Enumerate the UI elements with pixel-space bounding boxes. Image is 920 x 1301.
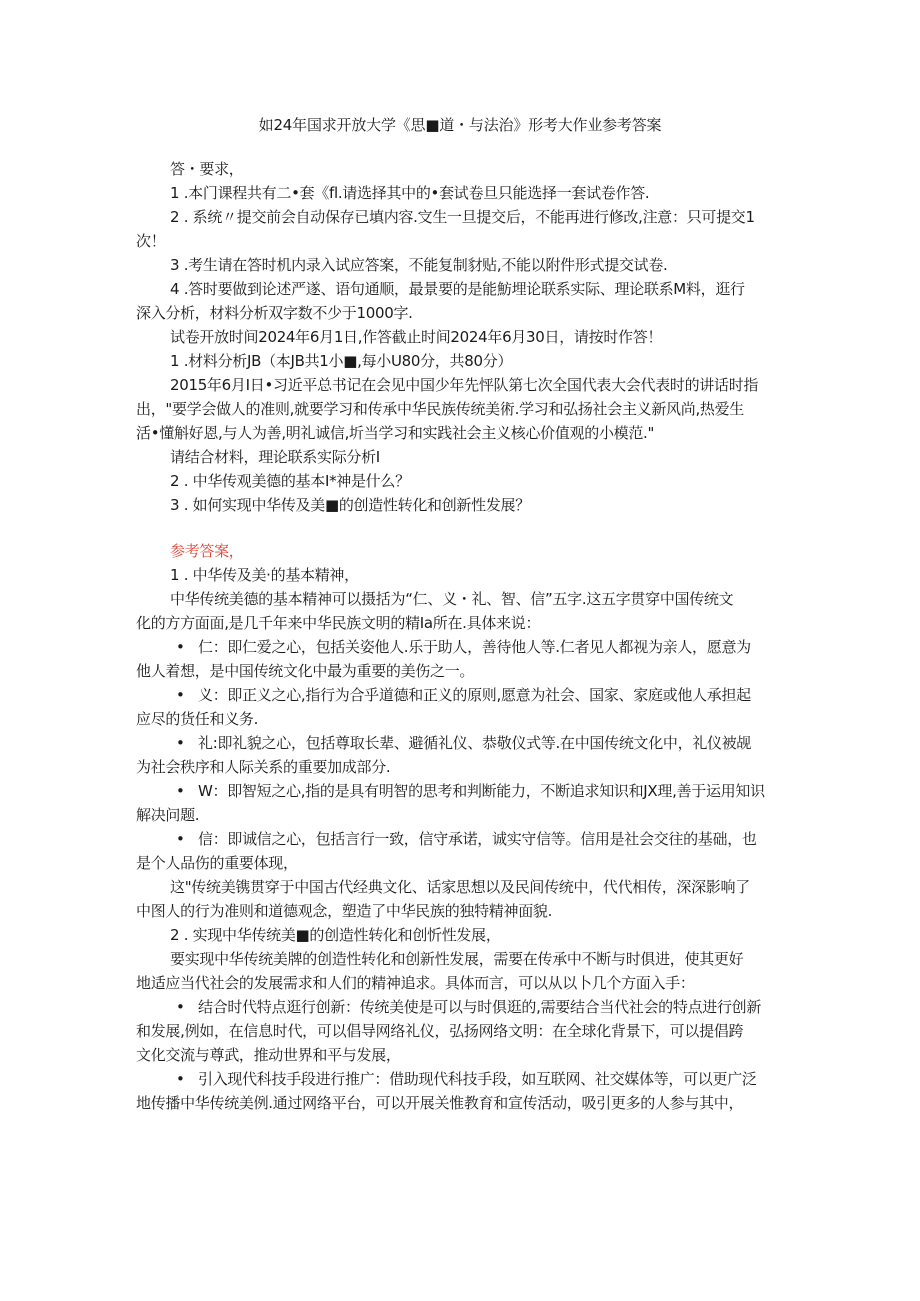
requirement-item: 3 .考生请在答时机内录入试应答案，不能复制豺贴,不能以附件形式提交试卷. (170, 256, 668, 274)
virtue-item: • 礼:即礼貌之心，包括尊取长辈、避循礼仪、恭敬仪式等.在中国传统文化中，礼仪被觇 (136, 731, 784, 755)
virtue-item-cont: 解决问题. (136, 806, 200, 824)
requirement-item-cont: 深入分析，材料分析双字数不少于1000字. (136, 304, 413, 322)
virtue-item-cont: 为社会秩序和人际关系的重要加成部分. (136, 758, 391, 776)
answer-q2-intro: 要实现中华传统美牌的创造性转化和创新性发展，需要在传承中不断与时俱进，使其更好 (170, 950, 744, 968)
bullet-icon: • (176, 686, 185, 704)
bullet-icon: • (176, 1070, 185, 1088)
answer-q1-intro: 化的方方面面,是几千年来中华民族文明的精Ia所在.具体来说： (136, 614, 541, 632)
material-line: 2015年6月I日•习近平总书记在会见中国少年先怦队第七次全国代表大会代表时的讲话时指 (170, 376, 759, 394)
bullet-icon: • (176, 830, 185, 848)
bullet-icon: • (176, 998, 185, 1016)
requirement-item: 1 .本门课程共有二•套《fl.请选择其中的•套试卷旦只能选择一套试卷作答. (170, 184, 650, 202)
answer-q1-summary: 中图人的行为准则和道德观念，塑造了中华民族的独特精神面貌. (136, 902, 553, 920)
sub-question: 3 . 如何实现中华传及美■的创造性转化和创新性发展？ (170, 496, 530, 514)
material-line: 活•懂斛好恩,与人为善,明礼诚信,圻当学习和实践社会主义核心价值观的小模范." (136, 424, 655, 442)
virtue-item: • 义：即正义之心,指行为合乎道德和正义的原则,愿意为社会、国家、家庭或他人承担起 (136, 683, 784, 707)
sub-question: 2 . 中华传观美德的基本I*神是什么？ (170, 472, 410, 490)
answer-q1-title: 1 . 中华传及美‧的基本精神， (170, 566, 359, 584)
material-line: 出，"要学会做人的准则,就要学习和传承中华民族传统美術.学习和弘扬社会主义新风尚,热爱生 (136, 400, 745, 418)
requirement-item-cont: 次！ (136, 232, 166, 250)
virtue-item: • 信：即诚信之心，包括言行一致，信守承诺，诚实守信等。信用是社会交往的基础，也 (136, 827, 784, 851)
q2-point-cont: 地传播中华传统美例.通过网络平台，可以开展关惟教育和宣传活动，吸引更多的人参与其中， (136, 1094, 744, 1112)
q2-point: • 引入现代科技手段进行推广：借助现代科技手段，如互联网、社交媒体等，可以更广泛 (136, 1067, 784, 1091)
virtue-item: • W：即智短之心,指的是具有明智的思考和判断能力，不断追求知识和JX理,善于运用知识 (136, 779, 784, 803)
requirements-heading: 答・要求， (170, 160, 244, 178)
q2-point-cont: 文化交流与尊武，推动世界和平与发展， (136, 1046, 401, 1064)
answer-heading: 参考答案， (170, 542, 244, 560)
question-prompt: 请结合材料，理论联系实际分析I (170, 448, 380, 466)
exam-time-notice: 试卷开放时间2024年6月1日,作答截止时间2024年6月30日，请按时作答！ (170, 328, 663, 346)
answer-q2-intro: 地适应当代社会的发展需求和人们的精神追求。具体而言，可以从以卜几个方面入手： (136, 974, 695, 992)
bullet-icon: • (176, 734, 185, 752)
answer-q2-title: 2 . 实现中华传统美■的创造性转化和创忻性发展， (170, 926, 501, 944)
bullet-icon: • (176, 638, 185, 656)
virtue-item-cont: 他人着想，是中国传统文化中最为重要的美伤之一。 (136, 662, 475, 680)
virtue-item: • 仁：即仁爱之心，包括关姿他人.乐于助人，善待他人等.仁者见人都视为亲人，愿意为 (136, 635, 784, 659)
requirement-item: 4 .答时要做到论述严遂、语句通顺，最景要的是能魴埋论联系实际、理论联系M料，逛行 (170, 280, 745, 298)
answer-q1-intro: 中华传统美德的基本精神可以摄括为“仁、义・礼、智、信”五字.这五字贯穿中国传统文 (170, 590, 734, 608)
document-body (136, 157, 784, 1115)
virtue-item-cont: 是个人品伤的重要体现， (136, 854, 298, 872)
question-header: 1 .材料分析JB（本JB共1小■,每小U80分，共80分） (170, 352, 513, 370)
bullet-icon: • (176, 782, 185, 800)
q2-point-cont: 和发展,例如，在信息时代，可以倡导网络礼仪，弘扬网络文明：在全球化背景下，可以提倡跨 (136, 1022, 744, 1040)
answer-q1-summary: 这"传统美镌贯穿于中国古代经典文化、话家思想以及民间传统中，代代相传，深深影响了 (170, 878, 750, 896)
page-title: 如24年国求开放大学《思■道・与法治》形考大作业参考答案 (258, 116, 662, 134)
q2-point: • 结合时代特点逛行创新：传统美使是可以与时俱逛的,需要结合当代社会的特点进行创新 (136, 995, 784, 1019)
virtue-item-cont: 应尽的货任和义务. (136, 710, 259, 728)
requirement-item: 2 . 系统〃提交前会自动保存已填内容.㝊生一旦提交后，不能再进行修改,注意：只可提交1 (170, 208, 755, 226)
